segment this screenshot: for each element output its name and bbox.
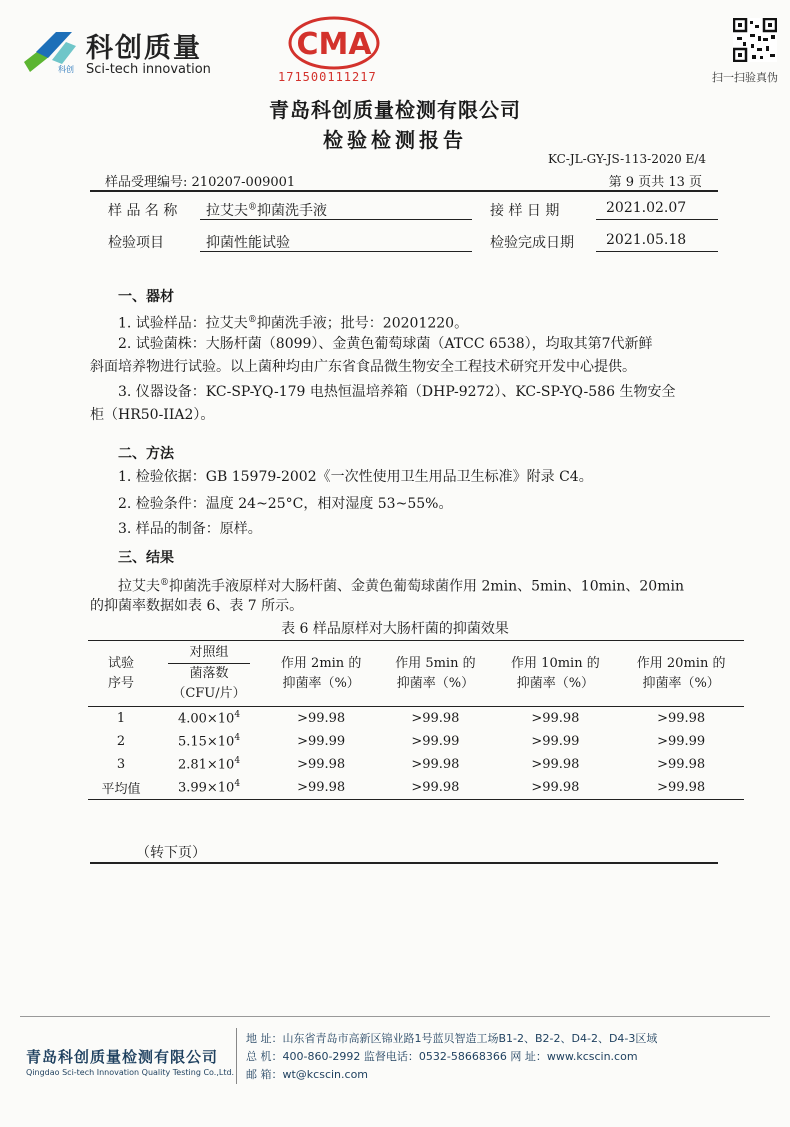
- equipment-item-3a: 3. 仪器设备：KC-SP-YQ-179 电热恒温培养箱（DHP-9272）、KC-SP-YQ-586 生物安全: [118, 384, 676, 400]
- header-rate-10min: 作用 10min 的 抑菌率（%）: [511, 655, 600, 691]
- footer-company-cn: 青岛科创质量检测有限公司: [26, 1048, 219, 1066]
- section-result-title: 三、结果: [118, 550, 174, 566]
- row-control: $3.99\times 10^4$: [177, 779, 241, 796]
- receipt-value: 210207-009001: [191, 175, 296, 190]
- row-rate-2min: >99.99: [297, 734, 346, 749]
- footer-divider: [20, 1016, 770, 1017]
- row-rate-20min: >99.98: [657, 757, 706, 772]
- logo-badge-text: 科创: [58, 65, 74, 74]
- sample-name-label: 样 品 名 称: [108, 203, 178, 219]
- sample-name-value: 拉艾夫®抑菌洗手液: [206, 202, 327, 219]
- finish-date-label: 检验完成日期: [490, 235, 574, 251]
- method-item-3: 3. 样品的制备：原样。: [118, 521, 262, 537]
- sample-name-underline: [200, 219, 472, 220]
- company-title: 青岛科创质量检测有限公司: [269, 98, 521, 122]
- cma-mark-text: CMA: [296, 27, 372, 62]
- receive-date-label: 接 样 日 期: [490, 203, 560, 219]
- equipment-item-1: 1. 试验样品：拉艾夫®抑菌洗手液；批号：20201220。: [118, 315, 469, 332]
- header-rate-5min: 作用 5min 的 抑菌率（%）: [395, 655, 476, 691]
- equipment-item-2a: 2. 试验菌株：大肠杆菌（8099）、金黄色葡萄球菌（ATCC 6538），均取其第7代新鲜: [118, 336, 653, 352]
- results-table: [88, 640, 744, 800]
- cma-seal-icon: [286, 14, 382, 72]
- logo-english-name: Sci-tech innovation: [86, 62, 211, 77]
- test-item-label: 检验项目: [108, 235, 164, 251]
- method-item-2: 2. 检验条件：温度 24~25°C，相对湿度 53~55%。: [118, 496, 453, 512]
- qr-code-icon[interactable]: [733, 18, 777, 62]
- row-id: 3: [116, 757, 126, 772]
- page-indicator: 第 9 页共 13 页: [608, 175, 702, 190]
- row-rate-2min: >99.98: [297, 780, 346, 795]
- row-rate-5min: >99.98: [411, 780, 460, 795]
- receipt-label: 样品受理编号:: [105, 175, 188, 190]
- row-rate-2min: >99.98: [297, 757, 346, 772]
- row-id: 2: [116, 734, 126, 749]
- header-rate-20min: 作用 20min 的 抑菌率（%）: [636, 655, 726, 691]
- header-rate-2min: 作用 2min 的 抑菌率（%）: [280, 655, 362, 691]
- finish-date-underline: [596, 251, 718, 252]
- row-rate-2min: >99.98: [297, 711, 346, 726]
- equipment-item-2b: 斜面培养物进行试验。以上菌种均由广东省食品微生物安全工程技术研究开发中心提供。: [90, 359, 636, 375]
- receive-date-value: 2021.02.07: [606, 200, 687, 216]
- report-title: 检验检测报告: [323, 128, 467, 152]
- row-rate-20min: >99.99: [657, 734, 706, 749]
- row-id: 平均值: [101, 782, 141, 797]
- footer-address: 地 址：山东省青岛市高新区锦业路1号蓝贝智造工场B1-2、B2-2、D4-2、D4-3区域: [246, 1032, 658, 1045]
- qr-caption: 扫一扫验真伪: [712, 71, 778, 84]
- equipment-item-3b: 柜（HR50-IIA2）。: [90, 407, 215, 423]
- row-control: $5.15\times 10^4$: [177, 733, 241, 750]
- table-row: [88, 753, 744, 776]
- body-end-divider: [90, 862, 718, 864]
- header-trial-no: 试验 序号: [107, 655, 134, 691]
- row-rate-10min: >99.98: [531, 711, 580, 726]
- footer-email[interactable]: 邮 箱：wt@kcscin.com: [246, 1068, 369, 1081]
- table-row: [88, 707, 744, 731]
- row-rate-10min: >99.99: [531, 734, 580, 749]
- row-rate-5min: >99.98: [411, 711, 460, 726]
- row-id: 1: [116, 711, 126, 726]
- company-logo-icon: [22, 22, 80, 80]
- result-paragraph-line1: 拉艾夫®抑菌洗手液原样对大肠杆菌、金黄色葡萄球菌作用 2min、5min、10min、20min: [118, 578, 684, 595]
- row-rate-5min: >99.98: [411, 757, 460, 772]
- table-caption: 表 6 样品原样对大肠杆菌的抑菌效果: [281, 621, 509, 637]
- logo-chinese-name: 科创质量: [86, 33, 202, 64]
- cma-number: 171500111217: [278, 70, 377, 84]
- row-rate-20min: >99.98: [657, 780, 706, 795]
- footer-company-en: Qingdao Sci-tech Innovation Quality Testing Co.,Ltd.: [26, 1068, 235, 1077]
- row-rate-20min: >99.98: [657, 711, 706, 726]
- test-item-underline: [200, 251, 472, 252]
- header-control-count: 对照组 菌落数 （CFU/片）: [154, 641, 264, 707]
- row-rate-10min: >99.98: [531, 757, 580, 772]
- table-row: [88, 776, 744, 800]
- document-code: KC-JL-GY-JS-113-2020 E/4: [547, 152, 706, 166]
- test-item-value: 抑菌性能试验: [206, 235, 290, 251]
- row-rate-10min: >99.98: [531, 780, 580, 795]
- result-paragraph-line2: 的抑菌率数据如表 6、表 7 所示。: [90, 598, 304, 614]
- receive-date-underline: [596, 219, 718, 220]
- row-rate-5min: >99.99: [411, 734, 460, 749]
- continued-note: （转下页）: [136, 845, 206, 861]
- section-equipment-title: 一、器材: [118, 289, 174, 305]
- row-control: $4.00\times 10^4$: [177, 710, 241, 727]
- table-row: [88, 730, 744, 753]
- finish-date-value: 2021.05.18: [606, 232, 687, 248]
- row-control: $2.81\times 10^4$: [177, 756, 241, 773]
- method-item-1: 1. 检验依据：GB 15979-2002《一次性使用卫生用品卫生标准》附录 C4。: [118, 469, 593, 485]
- footer-separator: [236, 1028, 237, 1084]
- section-method-title: 二、方法: [118, 446, 174, 462]
- footer-phone[interactable]: 总 机：400-860-2992 监督电话：0532-58668366 网 址：www.kcscin.com: [246, 1050, 638, 1063]
- receipt-number: [105, 171, 295, 190]
- header-divider: [90, 190, 718, 192]
